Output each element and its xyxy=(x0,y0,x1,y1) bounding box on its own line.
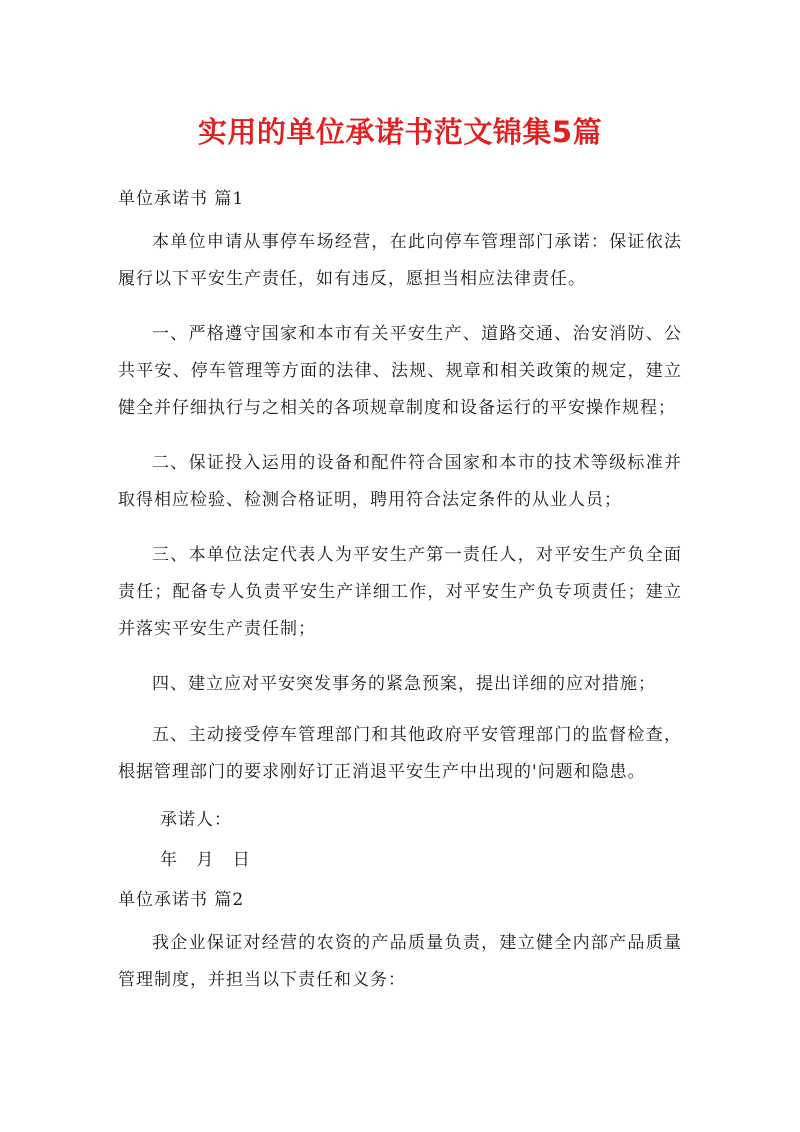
section-heading-1: 单位承诺书 篇1 xyxy=(118,189,245,209)
paragraph: 本单位申请从事停车场经营，在此向停车管理部门承诺：保证依法履行以下平安生产责任，如有违反，愿担当相应法律责任。 xyxy=(118,232,682,289)
paragraph: 一、严格遵守国家和本市有关平安生产、道路交通、治安消防、公共平安、停车管理等方面的法律、法规、规章和相关政策的规定，建立健全并仔细执行与之相关的各项规章制度和设备运行的平安操作规程； xyxy=(118,324,682,418)
document-title: 实用的单位承诺书范文锦集5篇 xyxy=(197,115,603,149)
paragraph: 五、主动接受停车管理部门和其他政府平安管理部门的监督检查，根据管理部门的要求刚好订正消退平安生产中出现的'问题和隐患。 xyxy=(118,725,682,782)
signature-label: 承诺人： xyxy=(160,810,232,830)
paragraph: 三、本单位法定代表人为平安生产第一责任人，对平安生产负全面责任；配备专人负责平安生产详细工作，对平安生产负专项责任；建立并落实平安生产责任制； xyxy=(118,545,682,639)
paragraph: 我企业保证对经营的农资的产品质量负责，建立健全内部产品质量管理制度，并担当以下责任和义务： xyxy=(118,933,682,990)
section-heading-2: 单位承诺书 篇2 xyxy=(118,890,245,910)
paragraph: 四、建立应对平安突发事务的紧急预案，提出详细的应对措施； xyxy=(152,674,656,694)
date-label: 年 月 日 xyxy=(160,850,251,870)
paragraph: 二、保证投入运用的设备和配件符合国家和本市的技术等级标准并取得相应检验、检测合格证明，聘用符合法定条件的从业人员； xyxy=(118,453,682,510)
